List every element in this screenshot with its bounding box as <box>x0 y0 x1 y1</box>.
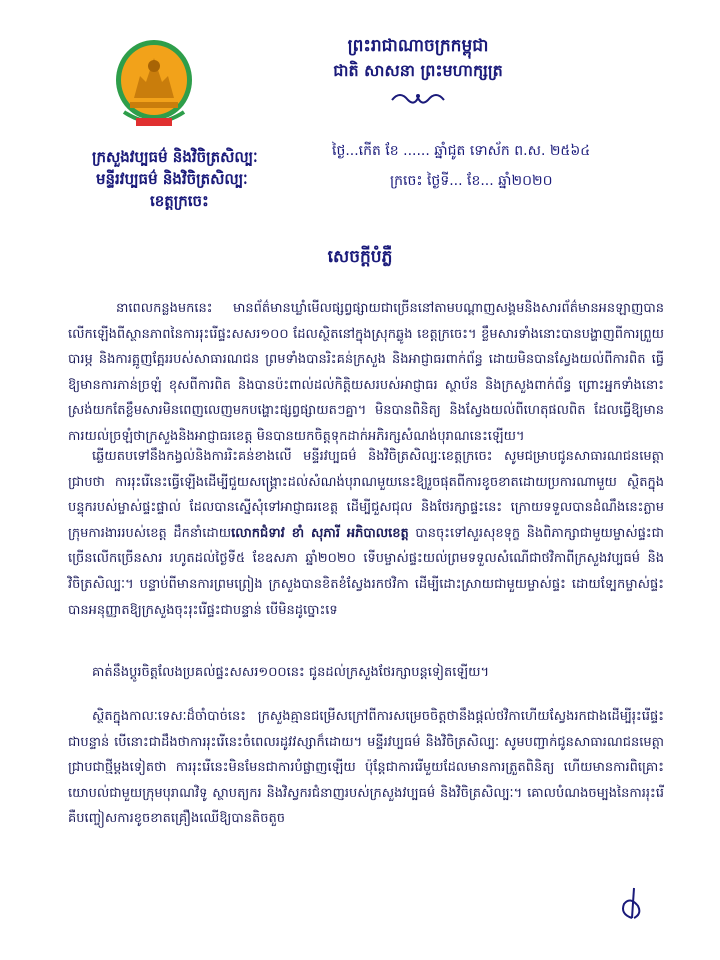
kingdom-heading: ព្រះរាជាណាចក្រកម្ពុជា <box>347 36 489 56</box>
national-motto: ជាតិ សាសនា ព្រះមហាក្សត្រ <box>333 61 503 80</box>
province-name: ខេត្តក្រចេះ <box>150 192 209 210</box>
ministry-name: ក្រសួងវប្បធម៌ និងវិចិត្រសិល្បៈ <box>92 148 258 166</box>
khmer-ornament-icon <box>388 88 448 108</box>
department-name: មន្ទីរវប្បធម៌ និងវិចិត្រសិល្បៈ <box>96 170 248 188</box>
paragraph-2 <box>68 444 664 623</box>
paragraph-1: នាពេលកន្លងមកនេះ មានព័ត៌មានឃ្លាំមើលផ្សព្វផ្សាយជាច្រើននៅតាមបណ្តាញសង្គមនិងសារព័ត៌មានអនឡាញបានលើកឡើងពីស្ថានភាពនៃការរុះរើផ្ទះសសរ១០០ ដែលស្ថិតនៅក្នុងស្រុកឆ្លូង ខេត្តក្រចេះ។ ខ្លឹមសារទាំងនោះបានបង្ហាញពីការព្រួយបារម្ភ និងការត្អូញត្អែររបស់សាធារណជន ព្រមទាំងបានរិះគន់ក្រសួង និងអាជ្ញាធរពាក់ព័ន្ធ ដោយមិនបានស្វែងយល់ពីការពិត ធ្វើឱ្យមានការភាន់ច្រឡំ ខុសពីការពិត និងបានប៉ះពាល់ដល់កិត្តិយសរបស់អាជ្ញាធរ ស្ថាប័ន និងក្រសួងពាក់ព័ន្ធ ព្រោះអ្នកទាំងនោះស្រង់យកតែខ្លឹមសារមិនពេញលេញមកបង្ហោះផ្សព្វផ្សាយតៗគ្នា។ មិនបានពិនិត្យ និងស្វែងយល់ពីហេតុផលពិត ដែលធ្វើឱ្យមានការយល់ច្រឡំថាក្រសួងនិងអាជ្ញាធរខេត្ត មិនបានយកចិត្តទុកដាក់អភិរក្សសំណង់បុរាណនេះឡើយ។ <box>68 301 664 444</box>
paragraph-2-text: ឆ្លើយតបទៅនឹងកង្វល់និងការរិះគន់ខាងលើ មន្ទីរវប្បធម៌ និងវិចិត្រសិល្បៈខេត្តក្រចេះ សូមជម្រាបជូនសាធារណជនមេត្តាជ្រាបថា ការរុះរើនេះធ្វើឡើងដើម្បីជួយសង្គ្រោះដល់សំណង់បុរាណមួយនេះឱ្យរួចផុតពីការខូចខាតដោយប្រការណាមួយ ស្ថិតក្នុងបន្ទុករបស់ម្ចាស់ផ្ទះផ្ទាល់ ដែលបានស្នើសុំទៅអាជ្ញាធរខេត្ត ដើម្បីជួសជុល និងថែរក្សាផ្ទះនេះ ក្រោយទទួលបានដំណឹងនេះភ្លាម ក្រុមការងាររបស់ខេត្ត ដឹកនាំដោយ <box>68 449 664 541</box>
paragraph-2-continued: បានចុះទៅសួរសុខទុក្ខ និងពិភាក្សាជាមួយម្ចាស់ផ្ទះជាច្រើនលើកច្រើនសារ រហូតដល់ថ្ងៃទី៥ ខែឧសភា ឆ្នាំ២០២០ ទើបម្ចាស់ផ្ទះយល់ព្រមទទួលសំណើជាថវិកាពីក្រសួងវប្បធម៌ និងវិចិត្រសិល្បៈ។ បន្ទាប់ពីមានការព្រមព្រៀង ក្រសួងបានខិតខំស្វែងរកថវិកា ដើម្បីដោះស្រាយជាមួយម្ចាស់ផ្ទះ ដោយទ្បែកម្ចាស់ផ្ទះបានអនុញ្ញាតឱ្យក្រសួងចុះរុះរើផ្ទះជាបន្ទាន់ បើមិនដូច្នោះទេ <box>68 525 664 618</box>
lunar-date: ថ្ងៃ...កើត ខែ ...... ឆ្នាំជូត ទោស័ក ព.ស. ២៥៦៤ <box>332 143 591 159</box>
governor-name: លោកជំទាវ ខាំ សុភារី អភិបាលខេត្ត <box>231 525 409 541</box>
signature-initial-icon <box>612 884 652 924</box>
paragraph-3: ស្ថិតក្នុងកាលៈទេសៈដ៏ចាំបាច់នេះ ក្រសួងគ្មានជម្រើសក្រៅពីការសម្រេចចិត្តថានឹងផ្តល់ថវិកាហើយស្វែងរកជាងដើម្បីរុះរើផ្ទះជាបន្ទាន់ បើនោះជាដឹងថាការរុះរើនេះចំពេលរដូវវស្សាក៏ដោយ។ មន្ទីរវប្បធម៌ និងវិចិត្រសិល្បៈ សូមបញ្ជាក់ជូនសាធារណជនមេត្តាជ្រាបជាថ្មីម្តងទៀតថា ការរុះរើនេះមិនមែនជាការបំផ្លាញឡើយ ប៉ុន្តែជាការរើមួយដែលមានការត្រួតពិនិត្យ ហើយមានការពិគ្រោះយោបល់ជាមួយក្រុមបុរាណវិទូ ស្ថាបត្យករ និងវិស្វករជំនាញរបស់ក្រសួងវប្បធម៌ និងវិចិត្រសិល្បៈ។ គោលបំណងចម្បងនៃការរុះរើ គឺបញ្ចៀសការខូចខាតគ្រឿងឈើឱ្យបានតិចតួច <box>68 709 664 827</box>
paragraph-2-end: គាត់នឹងប្តូរចិត្តលែងប្រគល់ផ្ទះសសរ១០០នេះ ជូនដល់ក្រសួងថែរក្សាបន្តទៀតឡើយ។ <box>92 665 490 680</box>
document-title: សេចក្តីបំភ្លឺ <box>327 247 393 267</box>
ministry-seal-icon <box>112 36 196 132</box>
solar-date: ក្រចេះ ថ្ងៃទី... ខែ... ឆ្នាំ២០២០ <box>390 173 553 189</box>
